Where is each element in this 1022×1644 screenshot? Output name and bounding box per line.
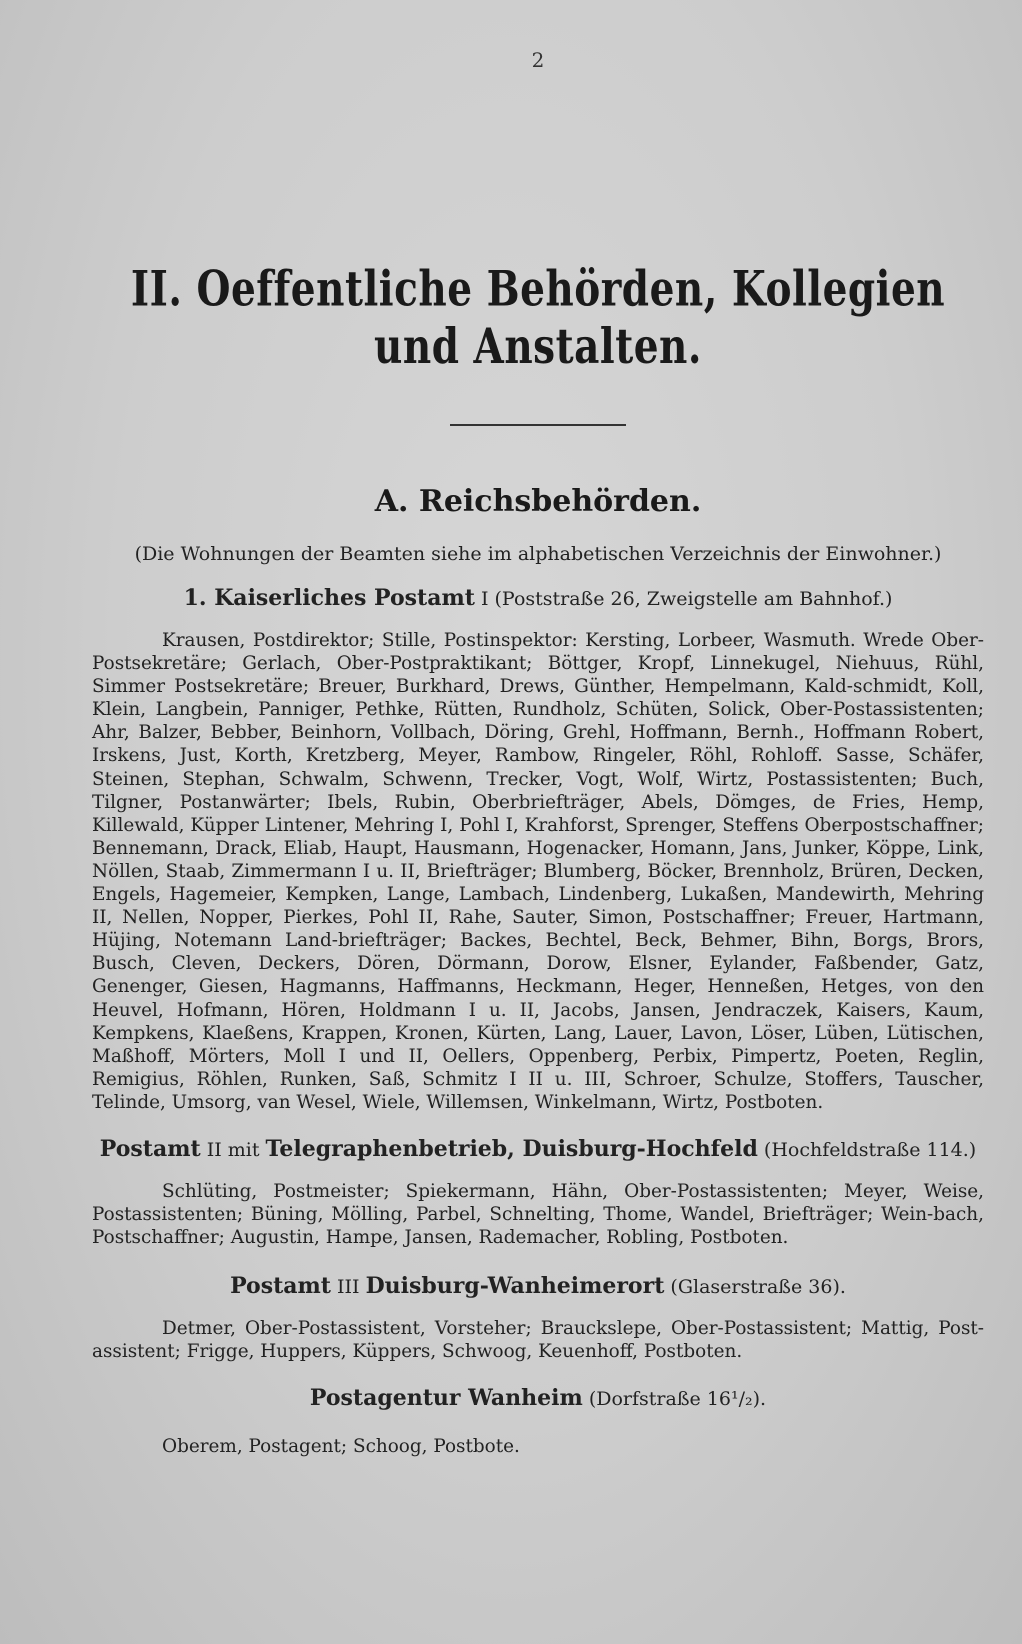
section-a-title: A. Reichsbehörden. <box>374 484 702 519</box>
section-heading-postamt-1 <box>92 585 984 611</box>
residence-note: (Die Wohnungen der Beamten siehe im alphabetischen Verzeichnis der Einwohner.) <box>134 543 942 565</box>
title-divider <box>450 424 626 426</box>
section-body-postamt-2: Schlüting, Postmeister; Spiekermann, Hähn, Ober-Postassistenten; Meyer, Weise, Postassistenten; Büning, Mölling, Parbel, Schnelting, Thome, Wandel, Briefträger; Wein-bach, Postschaffner; Augustin, Hampe, Jansen, Rademacher, Robling, Postboten. <box>92 1180 984 1249</box>
page-number: 2 <box>531 48 545 72</box>
section-heading-postagentur <box>92 1385 984 1411</box>
section-heading-suffix: (Dorfstraße 16¹/₂). <box>588 1388 767 1411</box>
section-heading-postamt-3 <box>92 1273 984 1299</box>
section-heading-title-place: Telegraphenbetrieb, Duisburg-Hochfeld <box>265 1135 758 1162</box>
section-body-postamt-1: Krausen, Postdirektor; Stille, Postinspektor: Kersting, Lorbeer, Wasmuth. Wrede Ober-Postsekretäre; Gerlach, Ober-Postpraktikant; Böttger, Kropf, Linnekugel, Niehuus, Rühl, Simmer Postsekretäre; Breuer, Burkhard, Drews, Günther, Hempelmann, Kald-schmidt, Koll, Klein, Langbein, Panniger, Pethke, Rütten, Rundholz, Schüten, Solick, Ober-Postassistenten; Ahr, Balzer, Bebber, Beinhorn, Vollbach, Döring, Grehl, Hoffmann, Bernh., Hoffmann Robert, Irskens, Just, Korth, Kretzberg, Meyer, Rambow, Ringeler, Röhl, Rohloff. Sasse, Schäfer, Steinen, Stephan, Schwalm, Schwenn, Trecker, Vogt, Wolf, Wirtz, Postassistenten; Buch, Tilgner, Postanwärter; Ibels, Rubin, Oberbriefträger, Abels, Dömges, de Fries, Hemp, Killewald, Küpper Lintener, Mehring I, Pohl I, Krahforst, Sprenger, Steffens Oberpostschaffner; Bennemann, Drack, Eliab, Haupt, Hausmann, Hogenacker, Homann, Jans, Junker, Köppe, Link, Nöllen, Staab, Zimmermann I u. II, Briefträger; Blumberg, Böcker, Brennholz, Brüren, Decken, Engels, Hagemeier, Kempken, Lange, Lambach, Lindenberg, Lukaßen, Mandewirth, Mehring II, Nellen, Nopper, Pierkes, Pohl II, Rahe, Sauter, Simon, Postschaffner; Freuer, Hartmann, Hüjing, Notemann Land-briefträger; Backes, Bechtel, Beck, Behmer, Bihn, Borgs, Brors, Busch, Cleven, Deckers, Dören, Dörmann, Dorow, Elsner, Eylander, Faßbender, Gatz, Genenger, Giesen, Hagmanns, Haffmanns, Heckmann, Heger, Henneßen, Hetges, von den Heuvel, Hofmann, Hören, Holdmann I u. II, Jacobs, Jansen, Jendraczek, Kaisers, Kaum, Kempkens, Klaeßens, Krappen, Kronen, Kürten, Lang, Lauer, Lavon, Löser, Lüben, Lütischen, Maßhoff, Mörters, Moll I und II, Oellers, Oppenberg, Perbix, Pimpertz, Poeten, Reglin, Remigius, Röhlen, Runken, Saß, Schmitz I II u. III, Schroer, Schulze, Stoffers, Tauscher, Telinde, Umsorg, van Wesel, Wiele, Willemsen, Winkelmann, Wirtz, Postboten. <box>92 630 984 1113</box>
section-heading-suffix: (Hochfeldstraße 114.) <box>763 1138 977 1161</box>
section-heading-suffix: (Glaserstraße 36). <box>670 1276 846 1299</box>
section-heading-title-place: Duisburg-Wanheimerort <box>365 1273 665 1300</box>
section-heading-title: Postagentur Wanheim <box>309 1385 583 1412</box>
section-heading-title: 1. Kaiserliches Postamt <box>183 585 475 611</box>
main-title: II. Oeffentliche Behörden, Kollegien und Anstalten. <box>130 260 946 376</box>
section-heading-postamt-2 <box>92 1136 984 1162</box>
section-heading-title-part: II mit <box>206 1138 260 1161</box>
section-heading-suffix: I (Poststraße 26, Zweigstelle am Bahnhof.) <box>480 588 893 610</box>
section-body-postamt-3: Detmer, Ober-Postassistent, Vorsteher; Brauckslepe, Ober-Postassistent; Mattig, Post-assistent; Frigge, Huppers, Küppers, Schwoog, Keuenhoff, Postboten. <box>92 1318 984 1363</box>
section-heading-title-part: III <box>337 1276 360 1299</box>
section-heading-title: Postamt <box>99 1135 201 1162</box>
section-body-postagentur: Oberem, Postagent; Schoog, Postbote. <box>162 1436 520 1458</box>
section-heading-title: Postamt <box>230 1273 331 1300</box>
